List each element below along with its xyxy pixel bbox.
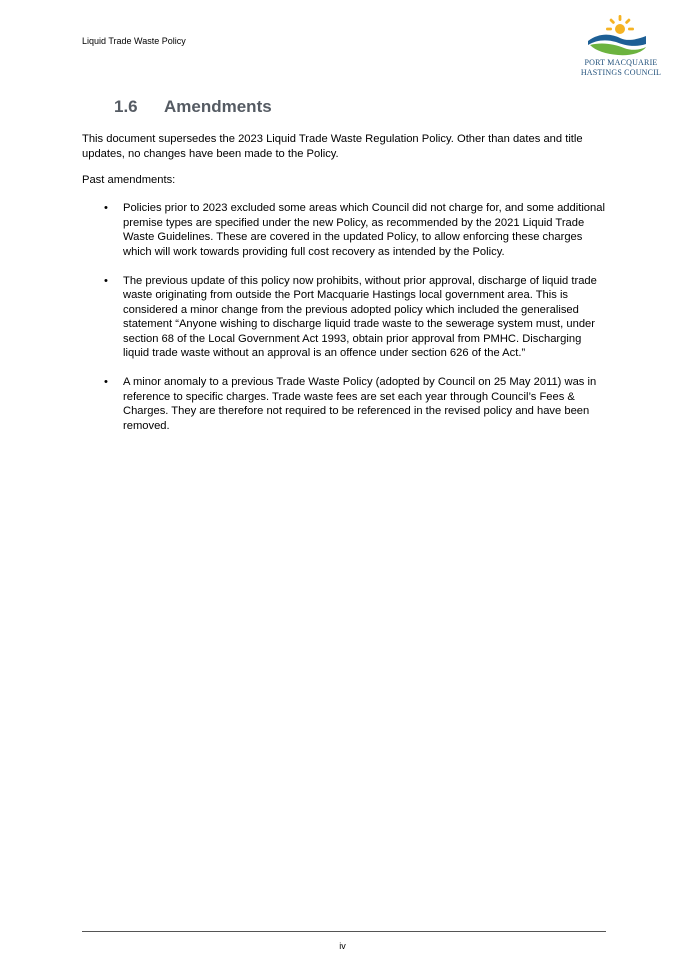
list-item-text: A minor anomaly to a previous Trade Waste Policy (adopted by Council on 25 May 2011) was in reference to specific charges. Trade waste fees are set each year through Council’s Fees & Charges. They are therefore not required to be referenced in the revised policy and have been removed. <box>123 376 597 432</box>
list-item-text: Policies prior to 2023 excluded some areas which Council did not charge for, and some additional premise types are specified under the new Policy, as recommended by the 2021 Liquid Trade Waste Guidelines. These are covered in the updated Policy, to allow enforcing these charges which will work towards providing full cost recovery as intended by the Policy. <box>123 202 605 258</box>
list-item <box>82 274 607 361</box>
intro-paragraph: This document supersedes the 2023 Liquid Trade Waste Regulation Policy. Other than dates and title updates, no changes have been made to the Policy. <box>82 133 583 160</box>
list-item-text: The previous update of this policy now prohibits, without prior approval, discharge of liquid trade waste originating from outside the Port Macquarie Hastings local government area. This is considered a minor change from the previous adopted policy which included the generalised statement “Anyone wishing to discharge liquid trade waste to the sewerage system must, under section 68 of the Local Government Act 1993, obtain prior approval from PMHC. Discharging liquid trade waste without an approval is an offence under section 626 of the Act.” <box>123 274 597 359</box>
section-number: 1.6 <box>114 97 138 116</box>
footer-divider <box>82 931 606 932</box>
amendments-list <box>82 201 607 448</box>
bullet-icon: • <box>104 202 108 214</box>
section-heading <box>114 97 272 117</box>
bullet-icon: • <box>104 376 108 388</box>
logo-text-line2: HASTINGS COUNCIL <box>580 68 662 77</box>
document-header-title: Liquid Trade Waste Policy <box>82 36 186 46</box>
council-logo <box>566 0 676 100</box>
logo-text-line1: PORT MACQUARIE <box>584 58 658 67</box>
list-item <box>82 201 607 259</box>
bullet-icon: • <box>104 274 108 287</box>
page-number: iv <box>339 941 346 951</box>
section-title: Amendments <box>164 97 272 116</box>
past-amendments-label: Past amendments: <box>82 174 176 186</box>
list-item <box>82 375 607 433</box>
sun-wave-logo-icon <box>586 14 648 56</box>
